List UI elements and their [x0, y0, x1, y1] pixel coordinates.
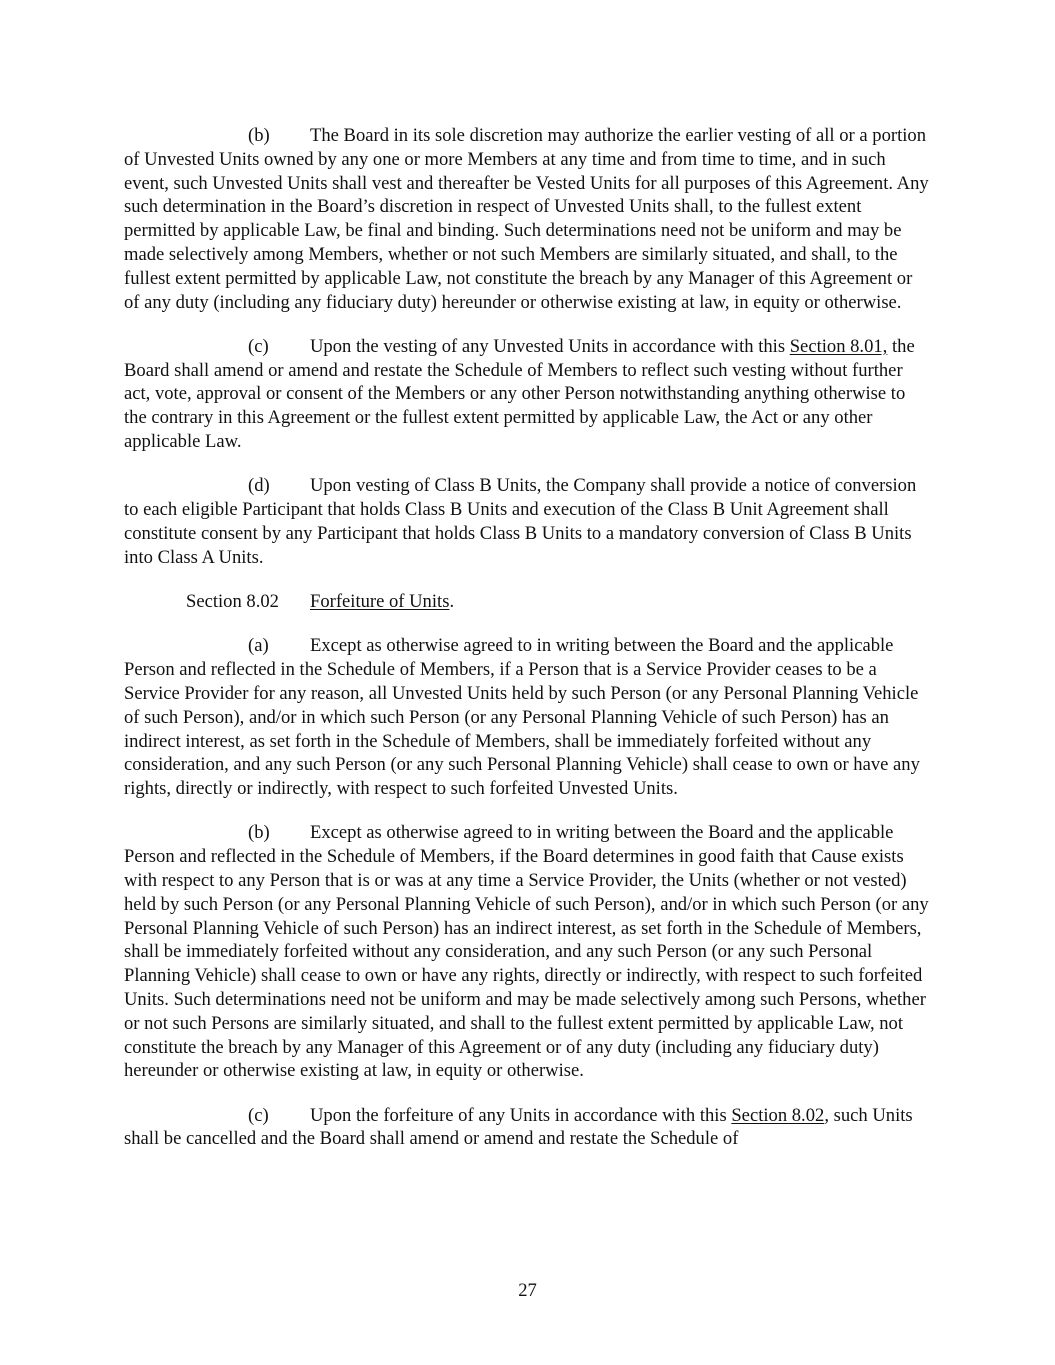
paragraph-text: the Board shall amend or amend and restate the Schedule of Members to reflect such vesting without further act, vote, approval or consent of the Members or any other Person notwithstanding anything otherwise to the contrary in this Agreement or the fullest extent permitted by applicable Law, the Act or any other applicable Law. [124, 335, 915, 453]
paragraph-8-01-c [124, 335, 932, 454]
paragraph-text: Upon the vesting of any Unvested Units in accordance with this [310, 335, 790, 357]
paragraph-text: The Board in its sole discretion may authorize the earlier vesting of all or a portion of Unvested Units owned by any one or more Members at any time and from time to time, and in such event, such Unvested Units shall vest and thereafter be Vested Units for all purposes of this Agreement. Any such determination in the Board’s discretion in respect of Unvested Units shall, to the fullest extent permitted by applicable Law, be final and binding. Such determinations need not be uniform and may be made selectively among Members, whether or not such Members are similarly situated, and shall, to the fullest extent permitted by applicable Law, not constitute the breach by any Manager of this Agreement or of any duty (including any fiduciary duty) hereunder or otherwise existing at law, in equity or otherwise. [124, 125, 929, 313]
section-title-period: . [449, 591, 455, 613]
paragraph-text: Upon the forfeiture of any Units in accordance with this [310, 1104, 732, 1126]
section-cross-reference: Section 8.01, [789, 335, 888, 357]
paragraph-text: , such Units shall be cancelled and the Board shall amend or amend and restate the Schedule of [124, 1104, 913, 1150]
paragraph-text: Except as otherwise agreed to in writing between the Board and the applicable Person and reflected in the Schedule of Members, if a Person that is a Service Provider ceases to be a Service Provider for any reason, all Unvested Units held by such Person (or any Personal Planning Vehicle of such Person), and/or in which such Person (or any Personal Planning Vehicle of such Person) has an indirect interest, as set forth in the Schedule of Members, shall be immediately forfeited without any consideration, and any such Person (or any such Personal Planning Vehicle) shall cease to own or have any rights, directly or indirectly, with respect to such forfeited Unvested Units. [124, 635, 920, 800]
paragraph-8-01-b [124, 124, 932, 314]
paragraph-label: (c) [248, 1104, 269, 1126]
section-number: Section 8.02 [186, 591, 279, 613]
paragraph-8-02-b [124, 821, 932, 1083]
document-page [124, 124, 932, 1172]
paragraph-label: (b) [248, 822, 270, 844]
section-heading-8-02 [124, 590, 932, 614]
paragraph-label: (d) [248, 475, 270, 497]
paragraph-label: (b) [248, 125, 270, 146]
paragraph-label: (a) [248, 635, 269, 657]
page-number: 27 [518, 1280, 537, 1301]
paragraph-8-02-a [124, 634, 932, 801]
paragraph-text: Except as otherwise agreed to in writing between the Board and the applicable Person and reflected in the Schedule of Members, if the Board determines in good faith that Cause exists with respect to any Person that is or was at any time a Service Provider, the Units (whether or not vested) held by such Person (or any Personal Planning Vehicle of such Person), and/or in which such Person (or any Personal Planning Vehicle of such Person) has an indirect interest, as set forth in the Schedule of Members, shall be immediately forfeited without any consideration, and any such Person (or any such Personal Planning Vehicle) shall cease to own or have any rights, directly or indirectly, with respect to such forfeited Units. Such determinations need not be uniform and may be made selectively among such Persons, whether or not such Persons are similarly situated, and shall to the fullest extent permitted by applicable Law, not constitute the breach by any Manager of this Agreement or of any duty (including any fiduciary duty) hereunder or otherwise existing at law, in equity or otherwise. [124, 822, 929, 1082]
paragraph-text: Upon vesting of Class B Units, the Company shall provide a notice of conversion to each eligible Participant that holds Class B Units and execution of the Class B Unit Agreement shall constitute consent by any Participant that holds Class B Units to a mandatory conversion of Class B Units into Class A Units. [124, 475, 917, 568]
section-title: Forfeiture of Units [310, 591, 450, 613]
paragraph-8-02-c [124, 1104, 932, 1152]
paragraph-8-01-d [124, 474, 932, 569]
section-cross-reference: Section 8.02 [731, 1104, 825, 1126]
paragraph-label: (c) [248, 335, 269, 357]
